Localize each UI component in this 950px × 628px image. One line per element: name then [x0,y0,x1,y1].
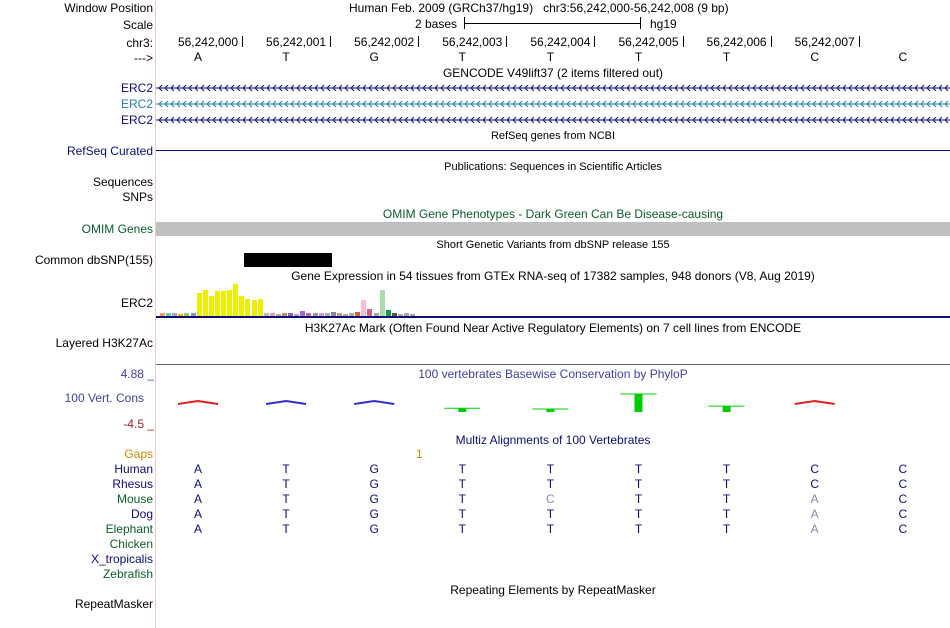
h3k27ac-track-title: H3K27Ac Mark (Often Found Near Active Regulatory Elements) on 7 cell lines from ENCODE [304,321,802,335]
gencode-transcript-label[interactable]: ERC2 [120,97,153,111]
aligned-base: T [634,477,643,491]
multiz-species-label[interactable]: Rhesus [112,477,153,491]
refseq-track-title: RefSeq genes from NCBI [490,130,616,142]
aligned-base: A [193,522,202,536]
aligned-base: G [369,477,379,491]
chrom-label: chr3: [126,36,153,50]
aligned-base: A [193,462,202,476]
phylop-positive-bar [723,406,731,412]
gtex-tissue-bar[interactable] [380,290,385,316]
aligned-base: T [546,522,555,536]
reference-base: T [722,50,731,64]
omim-track-label[interactable]: OMIM Genes [81,222,153,236]
multiz-species-label[interactable]: Zebrafish [102,567,153,581]
aligned-base: C [810,477,820,491]
ruler-tick [506,36,507,47]
ruler-tick [418,36,419,47]
gencode-transcript-label[interactable]: ERC2 [120,113,153,127]
aligned-base: T [282,477,290,491]
aligned-base: G [369,492,379,506]
ruler-tick [859,36,860,47]
h3k27ac-baseline [156,364,950,365]
gtex-tissue-bar[interactable] [258,299,263,316]
aligned-base: C [898,492,908,506]
phylop-negative-mark [795,401,835,404]
aligned-base: T [546,507,555,521]
gtex-gene-line [156,316,950,318]
aligned-base: A [810,522,819,536]
phylop-negative-mark [354,401,394,404]
multiz-species-label[interactable]: Mouse [116,492,153,506]
gaps-label: Gaps [124,447,153,461]
multiz-species-label[interactable]: Dog [130,507,153,521]
multiz-species-label[interactable]: Human [114,462,153,476]
aligned-base: T [722,507,731,521]
scale-label: Scale [122,18,153,32]
publications-track-title: Publications: Sequences in Scientific Articles [444,161,662,173]
aligned-base: T [634,462,643,476]
multiz-track-title: Multiz Alignments of 100 Vertebrates [455,433,651,447]
aligned-base: T [722,477,731,491]
aligned-base: T [634,492,643,506]
aligned-base: A [810,507,819,521]
gtex-tissue-bar[interactable] [197,293,202,316]
aligned-base: C [898,522,908,536]
gaps-count: 1 [416,447,423,461]
phylop-negative-mark [178,401,218,404]
gtex-tissue-bar[interactable] [227,290,232,316]
reference-base: G [369,50,379,64]
aligned-base: T [458,477,466,491]
aligned-base: A [193,477,202,491]
gtex-track-title: Gene Expression in 54 tissues from GTEx RNA-seq of 17382 samples, 948 donors (V8, Aug 2019) [291,269,815,283]
gtex-tissue-bar[interactable] [209,296,214,316]
multiz-species-label[interactable]: Chicken [109,537,153,551]
aligned-base: T [722,492,731,506]
gtex-tissue-bar[interactable] [215,291,220,316]
phylop-track-title: 100 vertebrates Basewise Conservation by PhyloP [418,367,688,381]
aligned-base: C [898,477,908,491]
aligned-base: T [634,507,643,521]
scale-text: 2 bases [415,17,458,31]
gtex-tissue-bar[interactable] [203,290,208,316]
phylop-negative-mark [266,401,306,404]
omim-band[interactable] [156,222,950,236]
aligned-base: T [546,477,555,491]
ruler-tick-label: 56,242,006 [706,35,767,49]
repeatmasker-track-title: Repeating Elements by RepeatMasker [450,583,656,597]
reference-base: C [898,50,908,64]
multiz-species-label[interactable]: Elephant [105,522,153,536]
ruler-tick-label: 56,242,003 [442,35,503,49]
aligned-base: T [458,462,466,476]
reference-base: A [193,50,202,64]
sequences-track-label[interactable]: Sequences [92,175,153,189]
ruler-tick [683,36,684,47]
gtex-tissue-bar[interactable] [221,291,226,316]
repeatmasker-track-label[interactable]: RepeatMasker [74,597,153,611]
ruler-tick-label: 56,242,001 [266,35,327,49]
aligned-base: C [810,462,820,476]
gencode-transcript-line[interactable] [156,99,950,109]
aligned-base: A [193,507,202,521]
aligned-base: T [458,522,466,536]
gtex-track-label[interactable]: ERC2 [120,296,153,310]
strand-label: ---> [134,51,153,65]
aligned-base: T [282,492,290,506]
reference-base: T [282,50,290,64]
aligned-base: C [546,492,555,506]
phylop-positive-bar [458,408,466,412]
ruler-tick-label: 56,242,000 [177,35,238,49]
reference-base: C [810,50,820,64]
gencode-transcript-label[interactable]: ERC2 [120,81,153,95]
dbsnp-variant-block[interactable] [244,253,332,267]
aligned-base: T [722,522,731,536]
phylop-max-label: 4.88 _ [120,367,154,381]
label-column-divider [155,0,156,628]
gencode-transcript-line[interactable] [156,115,950,125]
multiz-species-label[interactable]: X_tropicalis [90,552,153,566]
ruler-tick [771,36,772,47]
aligned-base: T [282,462,290,476]
scale-db: hg19 [650,17,677,31]
ruler-tick [330,36,331,47]
gtex-tissue-bar[interactable] [233,284,238,316]
assembly-title [349,1,729,15]
h3k27ac-track-label[interactable]: Layered H3K27Ac [55,336,153,350]
ruler-tick-label: 56,242,005 [618,35,679,49]
scale-bar-right [640,17,641,29]
aligned-base: A [193,492,202,506]
gtex-tissue-bar[interactable] [245,299,250,316]
gtex-tissue-bar[interactable] [239,296,244,316]
ruler-tick [594,36,595,47]
gtex-tissue-bar[interactable] [361,300,366,316]
phylop-track-label[interactable]: 100 Vert. Cons [64,391,144,405]
gtex-tissue-bar[interactable] [367,309,372,316]
snps-track-label[interactable]: SNPs [122,190,153,204]
aligned-base: G [369,462,379,476]
reference-base: T [546,50,555,64]
window-position-label: Window Position [64,1,153,15]
aligned-base: G [369,507,379,521]
aligned-base: G [369,522,379,536]
omim-track-title: OMIM Gene Phenotypes - Dark Green Can Be Disease-causing [382,207,724,221]
ruler-tick-label: 56,242,002 [354,35,415,49]
phylop-min-label: -4.5 _ [123,417,154,431]
phylop-conservation-plot[interactable] [156,382,950,422]
gencode-track-title: GENCODE V49lift37 (2 items filtered out) [442,66,664,80]
aligned-base: C [898,507,908,521]
ruler-tick [242,36,243,47]
assembly-name: Human Feb. 2009 (GRCh37/hg19) [349,1,534,15]
reference-base: T [634,50,643,64]
aligned-base: T [282,522,290,536]
aligned-base: T [546,462,555,476]
dbsnp-track-label[interactable]: Common dbSNP(155) [34,253,153,267]
aligned-base: T [722,462,731,476]
aligned-base: T [458,507,466,521]
ruler-tick-label: 56,242,007 [794,35,855,49]
gtex-tissue-bar[interactable] [252,300,257,316]
refseq-track-label[interactable]: RefSeq Curated [66,144,153,158]
aligned-base: C [898,462,908,476]
refseq-gene-line[interactable] [156,150,950,151]
aligned-base: T [634,522,643,536]
aligned-base: T [458,492,466,506]
phylop-positive-bar [635,394,643,412]
reference-base: T [458,50,466,64]
gencode-transcript-line[interactable] [156,83,950,93]
dbsnp-track-title: Short Genetic Variants from dbSNP release 155 [436,239,670,251]
position-readout: chr3:56,242,000-56,242,008 (9 bp) [543,1,729,15]
scale-bar [464,23,641,24]
aligned-base: A [810,492,819,506]
ruler-tick-label: 56,242,004 [530,35,591,49]
aligned-base: T [282,507,290,521]
